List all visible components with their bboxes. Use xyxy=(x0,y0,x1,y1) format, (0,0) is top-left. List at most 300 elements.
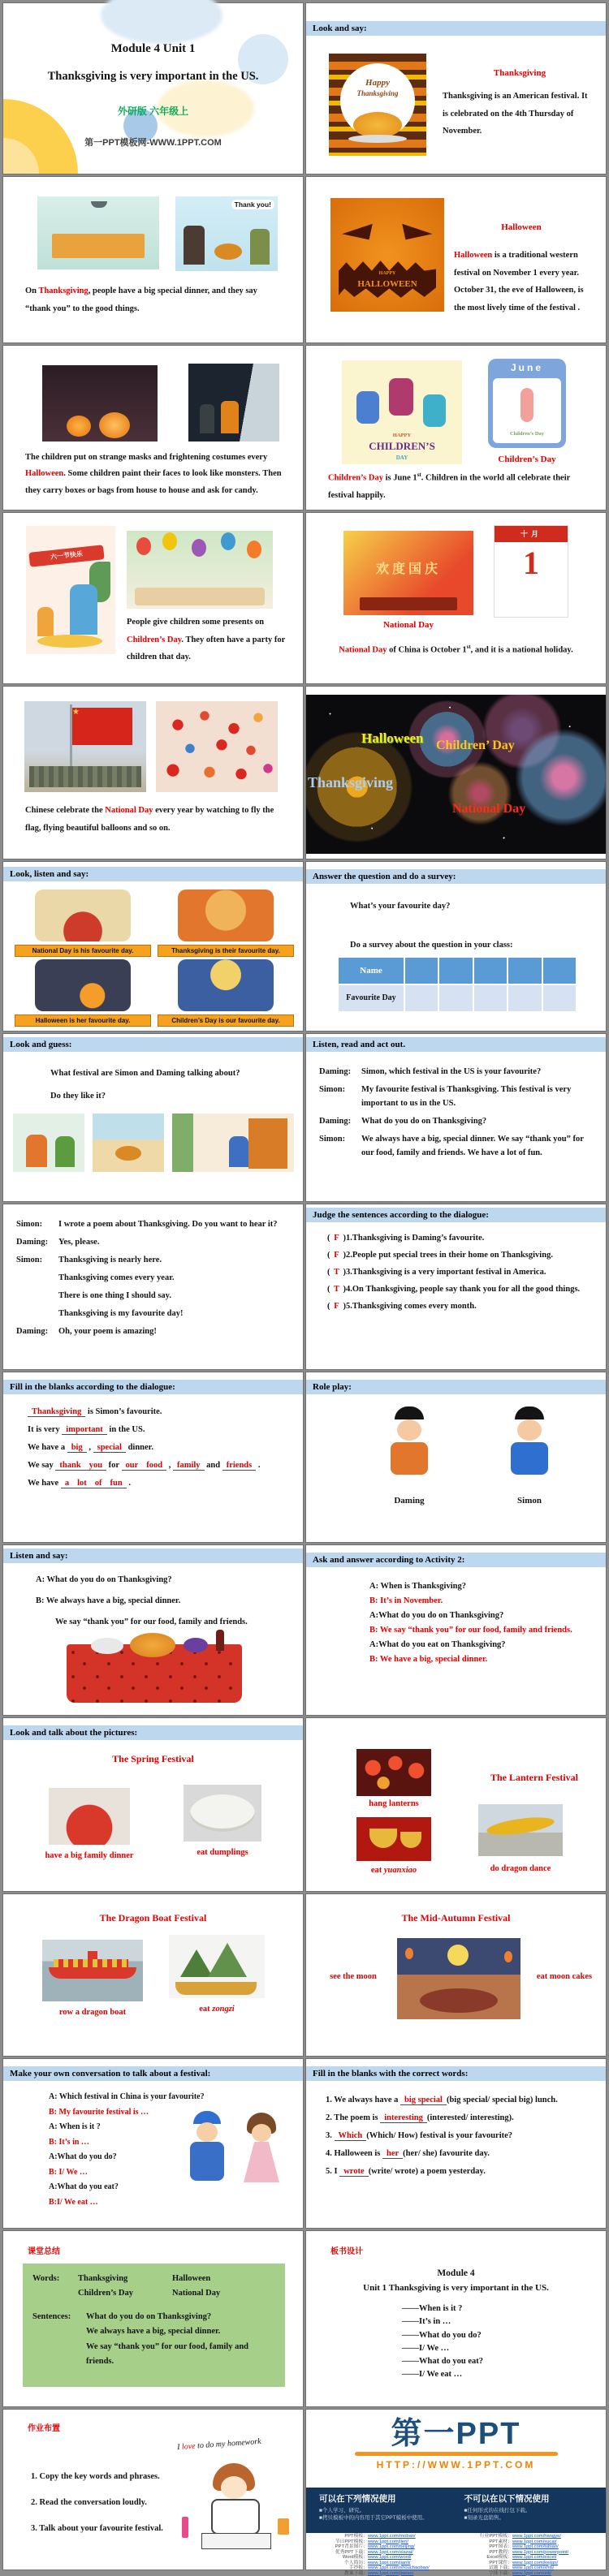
conversation-line-answer: B:I/ We eat … xyxy=(49,2196,303,2209)
dialogue-line-b2: We say “thank you” for our food, family and friends. xyxy=(55,1613,248,1631)
qa-line-answer: B: It’s in November. xyxy=(369,1596,606,1605)
link-label: 试题下载： xyxy=(459,2566,512,2571)
photo-family-dinner xyxy=(37,196,159,269)
cup-accent xyxy=(278,2518,289,2535)
bookshelf-orange xyxy=(248,1118,287,1169)
calendar-day: 1 xyxy=(495,547,568,579)
blank-answer[interactable]: her xyxy=(382,2149,403,2159)
slide-21-spring-festival xyxy=(3,1718,303,1891)
zongzi-leaf-1 xyxy=(180,1949,213,1977)
picture-childrens-stage xyxy=(178,959,274,1011)
link[interactable]: www.1ppt.com/ziti/ xyxy=(512,2572,603,2576)
table-illustration xyxy=(52,234,145,258)
ordinal-suffix: st xyxy=(467,644,471,650)
answer-mark: F xyxy=(330,1234,343,1243)
blank-answer[interactable]: fun xyxy=(106,1479,127,1488)
photo-happy-children xyxy=(342,360,462,464)
dialogue-line xyxy=(319,1083,594,1110)
paren-close: ) xyxy=(343,1234,347,1243)
picture-caption: have a big family dinner xyxy=(24,1851,154,1860)
caption-post: . They often have a party for children that day. xyxy=(127,635,285,662)
caption-text xyxy=(127,614,294,666)
link[interactable]: www.1ppt.com/beijing/ xyxy=(368,2545,459,2550)
caption-text xyxy=(13,282,295,317)
photo-pumpkin xyxy=(330,198,444,312)
boy-face xyxy=(197,2122,218,2142)
blank-answer[interactable]: food xyxy=(142,1461,166,1471)
photo-dumplings xyxy=(184,1785,261,1842)
speaker-label: Simon: xyxy=(319,1132,345,1146)
caption-pre: The children put on strange masks and frightening costumes every xyxy=(25,453,267,462)
blank-answer[interactable]: you xyxy=(85,1461,106,1471)
link[interactable]: www.1ppt.com/moban/ xyxy=(368,2535,459,2539)
caption-pre: On xyxy=(25,286,38,295)
turkey-dish xyxy=(130,1633,175,1657)
pic-text-childrens: CHILDREN’S xyxy=(342,440,462,453)
link[interactable]: www.1ppt.com/sucai/ xyxy=(512,2540,603,2545)
picture-caption: eat moon cakes xyxy=(524,1972,605,1981)
caption-text xyxy=(314,641,598,659)
bullet-icon: ■ xyxy=(319,2508,322,2514)
slide-02-look-and-say xyxy=(306,3,606,174)
blank-answer[interactable]: a xyxy=(61,1479,73,1488)
slide-30-1ppt-footer xyxy=(306,2410,606,2570)
dialogue-text: What do you do on Thanksgiving? xyxy=(361,1117,486,1126)
dinner-turkey xyxy=(115,1146,141,1161)
blank-answer[interactable]: important xyxy=(62,1425,107,1435)
dialogue-text: My favourite festival is Thanksgiving. This festival is very important to us in the US. xyxy=(361,1085,571,1108)
guess-question-2: Do they like it? xyxy=(50,1088,106,1105)
poem-line xyxy=(16,1289,292,1303)
caption-bar: Children’s Day is our favourite day. xyxy=(158,1014,294,1027)
caption-highlight: Children’s Day xyxy=(127,635,181,644)
speaker-label: Daming: xyxy=(16,1235,48,1249)
balloon-yellow xyxy=(162,532,177,550)
comic-frame-3 xyxy=(172,1114,294,1172)
judge-item xyxy=(327,1285,606,1294)
card-greeting-line1: Happy xyxy=(340,78,415,88)
judge-text: 4.On Thanksgiving, people say thank you for all the good things. xyxy=(346,1285,580,1294)
picture-caption xyxy=(348,1866,439,1875)
paren-open: ( xyxy=(327,1302,330,1311)
board-line: ——What do you do? xyxy=(402,2329,606,2342)
rug-illustration xyxy=(37,635,102,648)
slide-23-dragon-boat-festival xyxy=(3,1894,303,2056)
judge-item xyxy=(327,1251,606,1260)
line-text: We say xyxy=(28,1461,55,1470)
caption-bar: Halloween is her favourite day. xyxy=(15,1014,151,1027)
poem-line xyxy=(16,1307,292,1320)
caption-highlight: National Day xyxy=(105,806,153,815)
picture-caption: row a dragon boat xyxy=(32,2008,153,2017)
blank-answer[interactable]: lot xyxy=(73,1479,91,1488)
1ppt-logo[interactable]: 第一PPT xyxy=(306,2418,606,2452)
item-pre: 3. xyxy=(326,2131,335,2140)
table-cell[interactable] xyxy=(405,985,438,1011)
blank-answer[interactable]: Thanksgiving xyxy=(28,1407,85,1417)
lesson-module-title: Module 4 Unit 1 xyxy=(3,42,303,56)
link-label: 手抄报： xyxy=(314,2566,368,2571)
dialogue-line xyxy=(16,1325,292,1338)
speaker-label: Simon: xyxy=(319,1083,345,1096)
board-line: ——When is it ? xyxy=(402,2302,606,2315)
qa-line: A:What do you do on Thanksgiving? xyxy=(369,1611,606,1620)
kid-figure-1 xyxy=(356,391,379,424)
homework-item-2: 2. Read the conversation loudly. xyxy=(31,2494,147,2512)
activity-header: Make your own conversation to talk about a festival: xyxy=(3,2066,303,2081)
boat-flag xyxy=(88,1951,97,1959)
judge-item xyxy=(327,1234,606,1243)
blank-line xyxy=(28,1479,303,1488)
dialogue-text: Yes, please. xyxy=(58,1238,99,1247)
activity-header: Listen and say: xyxy=(3,1549,303,1563)
character-hair xyxy=(515,1406,544,1419)
blank-line xyxy=(28,1425,303,1434)
costume-kid-orange xyxy=(221,401,239,433)
caption-highlight: Thanksgiving xyxy=(38,286,88,295)
blank-item xyxy=(326,2131,606,2140)
dialogue-line-a: A: What do you do on Thanksgiving? xyxy=(36,1571,172,1589)
turkey-on-table xyxy=(214,243,242,260)
photo-gift-poster xyxy=(26,526,115,654)
section-label: 课堂总结 xyxy=(28,2244,60,2256)
girl-face xyxy=(252,2124,271,2142)
slide-18-role-play xyxy=(306,1372,606,1542)
paren-close: ) xyxy=(343,1302,347,1311)
table-header-cell[interactable] xyxy=(543,958,576,984)
caption-text xyxy=(13,802,296,837)
judge-text: 1.Thanksgiving is Daming’s favourite. xyxy=(346,1234,484,1243)
section-label: 作业布置 xyxy=(28,2421,60,2433)
zongzi-basket xyxy=(175,1982,257,1995)
caption-text xyxy=(13,450,296,499)
sentence-1: What do you do on Thanksgiving? xyxy=(86,2312,211,2321)
slide-25-own-conversation xyxy=(3,2059,303,2228)
line-text: It is very xyxy=(28,1425,62,1434)
slide-05-halloween-customs xyxy=(3,346,303,510)
blank-answer[interactable]: thank xyxy=(55,1461,84,1471)
link[interactable]: www.1ppt.com/shiti/ xyxy=(512,2566,603,2571)
kid-figure-3 xyxy=(423,394,446,427)
desk-paper xyxy=(201,2533,271,2549)
card-childrens-day xyxy=(158,959,294,1027)
blank-answer[interactable]: wrote xyxy=(339,2167,368,2177)
slide-04-halloween xyxy=(306,177,606,342)
comic-frame-2 xyxy=(93,1114,164,1172)
pumpkin-eye-right xyxy=(402,218,432,240)
slide-27-lesson-summary xyxy=(3,2231,303,2406)
homework-item-3: 3. Talk about your favourite festival. xyxy=(31,2520,163,2538)
speaker-label: Simon: xyxy=(16,1217,42,1231)
blank-answer[interactable]: friends xyxy=(222,1461,257,1471)
judge-text: 3.Thanksgiving is a very important festival in America. xyxy=(346,1268,546,1277)
board-line: ——I/ We eat … xyxy=(402,2368,606,2381)
words-label: Words: xyxy=(32,2272,78,2286)
license-text: 拷贝模板中的内容用于其它PPT模板中使用。 xyxy=(322,2515,428,2521)
paren-open: ( xyxy=(327,1268,330,1277)
doodle-rest: to do my homework xyxy=(195,2437,261,2451)
card-thanksgiving xyxy=(158,890,294,957)
girl-body xyxy=(211,2499,260,2535)
picture-caption: hang lanterns xyxy=(348,1799,439,1808)
picture-national-day-kids xyxy=(35,890,131,941)
caption-text xyxy=(316,469,599,505)
character-shirt-orange xyxy=(391,1442,428,1475)
photo-dragon-boat xyxy=(42,1940,143,2001)
character-shirt-blue xyxy=(511,1442,548,1475)
link[interactable]: www.1ppt.com/jianli/ xyxy=(368,2561,459,2566)
festival-title: Halloween xyxy=(460,222,582,232)
photo-trick-or-treat xyxy=(188,364,279,442)
boy-orange-shirt xyxy=(26,1135,47,1167)
balloon-orange xyxy=(247,541,261,558)
child-figure xyxy=(37,607,54,636)
caption-mid: is June 1 xyxy=(383,474,417,483)
yuanxiao-bowl-2 xyxy=(400,1832,421,1848)
blank-answer[interactable]: our xyxy=(122,1461,143,1471)
dialogue-text: Thanksgiving comes every year. xyxy=(58,1273,175,1282)
item-pre: 2. The poem is xyxy=(326,2113,380,2122)
blank-line xyxy=(28,1461,303,1470)
photo-pilgrim-native xyxy=(175,196,278,271)
board-line: ——It’s in … xyxy=(402,2315,606,2328)
table-cell[interactable] xyxy=(543,985,576,1011)
speaker-label: Daming: xyxy=(16,1325,48,1338)
slide-13-look-and-guess xyxy=(3,1034,303,1201)
photo-fireworks xyxy=(306,695,606,854)
survey-table xyxy=(339,958,576,1011)
festival-title: The Mid-Autumn Festival xyxy=(306,1912,606,1924)
link[interactable]: www.1ppt.com/tubiao/ xyxy=(512,2545,603,2550)
paren-close: ) xyxy=(343,1251,347,1260)
balloon-red xyxy=(136,537,151,555)
activity-header: Role play: xyxy=(306,1380,606,1394)
license-text: 刻录光盘销售。 xyxy=(467,2515,504,2521)
calendar-label: Children’s Day xyxy=(493,431,561,437)
festival-label-childrens-day: Children’ Day xyxy=(436,739,515,753)
link[interactable]: www.1ppt.com/shouchaobao/ xyxy=(368,2566,459,2571)
link-label: 个人简历： xyxy=(314,2561,368,2566)
link[interactable]: www.1ppt.com/kejian/ xyxy=(512,2561,603,2566)
character-simon xyxy=(495,1406,564,1475)
jack-o-lantern-glow-2 xyxy=(99,412,130,438)
festival-label-thanksgiving: Thanksgiving xyxy=(308,774,393,791)
grapes-dish xyxy=(184,1638,208,1652)
link[interactable]: www.1ppt.com/hangye/ xyxy=(512,2535,603,2539)
table-cell[interactable] xyxy=(508,985,541,1011)
site-label: 第一PPT模板网-WWW.1PPT.COM xyxy=(3,136,303,149)
activity-header: Ask and answer according to Activity 2: xyxy=(306,1553,606,1567)
character-daming xyxy=(374,1406,444,1475)
blank-item xyxy=(326,2167,606,2176)
caption-pre: Chinese celebrate the xyxy=(25,806,105,815)
plate-illustration xyxy=(348,135,407,143)
conversation-line: A: When is it ? xyxy=(49,2121,303,2134)
caption-plain: eat xyxy=(199,2005,212,2014)
link-label: Excel模板： xyxy=(459,2556,512,2561)
pic-text-day: DAY xyxy=(342,454,462,461)
photo-flag-raising xyxy=(24,701,146,792)
license-text: 任何形式的在线打包下载。 xyxy=(467,2508,530,2514)
slide-08-national-day xyxy=(306,513,606,683)
link[interactable]: www.1ppt.com/jieri/ xyxy=(368,2540,459,2545)
qa-line-answer: B: We say “thank you” for our food, family and friends. xyxy=(369,1626,606,1635)
blank-answer[interactable]: Which xyxy=(335,2131,367,2141)
slide-24-mid-autumn-festival xyxy=(306,1894,606,2056)
item-pre: 4. Halloween is xyxy=(326,2149,382,2158)
activity-header: Answer the question and do a survey: xyxy=(306,869,606,884)
summary-sentence-row: We always have a big, special dinner. xyxy=(32,2324,277,2339)
thank-you-bubble: Thank you! xyxy=(231,200,274,209)
paren-open: ( xyxy=(327,1285,330,1294)
link[interactable]: www.1ppt.com/jiaoan/ xyxy=(368,2572,459,2576)
link[interactable]: www.1ppt.com/excel/ xyxy=(512,2556,603,2561)
jack-o-lantern-glow-1 xyxy=(67,416,91,437)
word-national-day: National Day xyxy=(172,2289,220,2298)
decor-blob-blue xyxy=(101,0,222,44)
board-module: Module 4 xyxy=(306,2268,606,2278)
calendar-body xyxy=(493,378,561,443)
dialogue-text: We always have a big, special dinner. We say “thank you” for our food, family and friends. We have a lot of fun. xyxy=(361,1135,584,1157)
table-header-cell[interactable] xyxy=(474,958,507,984)
photo-thanksgiving-card xyxy=(329,54,426,156)
picture-halloween-night xyxy=(35,959,131,1011)
tiananmen-silhouette xyxy=(360,597,457,610)
party-table xyxy=(135,588,265,605)
ordinal-suffix: st xyxy=(417,472,421,478)
table-cell[interactable] xyxy=(474,985,507,1011)
photo-family-moon xyxy=(397,1938,520,2019)
slide-14-listen-read-act xyxy=(306,1034,606,1201)
photo-balloon-party xyxy=(127,531,273,609)
boy-with-book xyxy=(229,1136,248,1167)
poster-banner: 六一节快乐 xyxy=(28,545,104,567)
summary-sentence-row xyxy=(32,2310,277,2324)
link-label: PPT素材： xyxy=(459,2540,512,2545)
link[interactable]: www.1ppt.com/word/ xyxy=(368,2556,459,2561)
slide-01-title xyxy=(3,3,303,174)
slide-29-homework xyxy=(3,2410,303,2570)
caption-post: , and it is a national holiday. xyxy=(471,646,573,655)
photo-dinner-table xyxy=(67,1644,242,1703)
caption-highlight: Halloween xyxy=(25,469,63,478)
table-header-cell[interactable] xyxy=(405,958,438,984)
caption-post: every year by watching to fly the flag, flying beautiful balloons and so on. xyxy=(25,806,274,833)
link-label: 字体下载： xyxy=(459,2572,512,2576)
survey-question: What’s your favourite day? xyxy=(350,898,450,915)
homework-doodle xyxy=(177,2439,296,2561)
site-url[interactable]: HTTP://WWW.1PPT.COM xyxy=(306,2459,606,2470)
line-text: We have xyxy=(28,1479,61,1488)
slide-28-board-design xyxy=(306,2231,606,2406)
caption-italic: yuanxiao xyxy=(384,1866,417,1875)
photo-zongzi xyxy=(169,1935,265,1998)
judge-item xyxy=(327,1268,606,1277)
slide-19-listen-and-say xyxy=(3,1545,303,1715)
speaker-label: Daming: xyxy=(319,1065,351,1079)
table-header-name: Name xyxy=(339,958,404,984)
link-label: 教案下载： xyxy=(314,2572,368,2576)
word-childrens-day: Children’s Day xyxy=(78,2286,172,2301)
activity-header: Judge the sentences according to the dialogue: xyxy=(306,1208,606,1222)
character-name-daming: Daming xyxy=(374,1496,444,1506)
link[interactable]: www.1ppt.com/xiazai/ xyxy=(368,2551,459,2556)
qa-line: A: When is Thanksgiving? xyxy=(369,1582,606,1591)
link-label: 行业PPT模板： xyxy=(459,2535,512,2539)
homework-item-1: 1. Copy the key words and phrases. xyxy=(31,2468,160,2486)
activity-header: Look, listen and say: xyxy=(3,867,303,881)
photo-june-calendar xyxy=(488,359,566,448)
blank-answer[interactable]: family xyxy=(173,1461,205,1471)
logo-underline xyxy=(355,2452,558,2456)
summary-box xyxy=(23,2264,285,2387)
line-text: and xyxy=(205,1461,222,1470)
festival-paragraph xyxy=(454,247,597,317)
license-text: 个人学习、研究。 xyxy=(322,2508,365,2514)
board-unit: Unit 1 Thanksgiving is very important in the US. xyxy=(306,2283,606,2293)
qa-line: A:What do you eat on Thanksgiving? xyxy=(369,1640,606,1649)
license-can-title: 可以在下列情况使用 xyxy=(319,2492,450,2505)
blank-answer[interactable]: special xyxy=(93,1443,126,1453)
china-flag: ★ xyxy=(72,708,132,745)
slide-16-judge-sentences xyxy=(306,1204,606,1369)
answer-mark: T xyxy=(330,1268,343,1277)
dumpling-plate xyxy=(190,1794,255,1832)
slide-07-childrens-day-presents xyxy=(3,513,303,683)
section-label: 板书设计 xyxy=(330,2244,363,2256)
paren-close: ) xyxy=(343,1285,347,1294)
comic-frame-1 xyxy=(13,1114,84,1172)
festival-title: Thanksgiving xyxy=(451,68,589,78)
picture-caption: see the moon xyxy=(313,1972,394,1981)
caption-bar: National Day is his favourite day. xyxy=(15,945,151,957)
slide-20-ask-and-answer xyxy=(306,1545,606,1715)
blank-answer[interactable]: big xyxy=(67,1443,87,1453)
slide-26-fill-blanks-words xyxy=(306,2059,606,2228)
line-text: We have a xyxy=(28,1443,67,1452)
blank-answer[interactable]: of xyxy=(91,1479,106,1488)
table-header-cell[interactable] xyxy=(508,958,541,984)
answer-mark: F xyxy=(330,1302,343,1311)
blank-line xyxy=(28,1443,303,1452)
link[interactable]: www.1ppt.com/powerpoint/ xyxy=(512,2551,603,2556)
character-name-simon: Simon xyxy=(495,1496,564,1506)
rowers xyxy=(54,1959,128,1967)
dialogue-line-b: B: We always have a big, special dinner. xyxy=(36,1592,180,1610)
license-can-item xyxy=(319,2506,450,2514)
guess-question-1: What festival are Simon and Daming talking about? xyxy=(50,1065,240,1083)
pilgrim-figure xyxy=(184,226,205,265)
photo-family-dinner xyxy=(49,1788,130,1845)
slide-22-lantern-festival xyxy=(306,1718,606,1891)
table-header-cell[interactable] xyxy=(439,958,472,984)
dialogue-line xyxy=(16,1217,292,1231)
photo-national-day-banner xyxy=(343,531,473,615)
activity-header: Listen, read and act out. xyxy=(306,1037,606,1052)
blank-item xyxy=(326,2096,606,2104)
caption-highlight: National Day xyxy=(339,646,387,655)
table-cell[interactable] xyxy=(439,985,472,1011)
license-cant-item xyxy=(464,2514,600,2521)
blank-answer[interactable]: interesting xyxy=(380,2113,427,2123)
boy-green-shirt xyxy=(55,1136,75,1167)
item-post: (her/ she) favourite day. xyxy=(403,2149,490,2158)
line-text: . xyxy=(127,1479,131,1488)
dialogue-line xyxy=(319,1132,594,1160)
caption-pre: People give children some presents on xyxy=(127,618,264,627)
conversation-line-answer: B: I/ We … xyxy=(49,2166,303,2179)
blank-answer[interactable]: big special xyxy=(400,2096,447,2105)
